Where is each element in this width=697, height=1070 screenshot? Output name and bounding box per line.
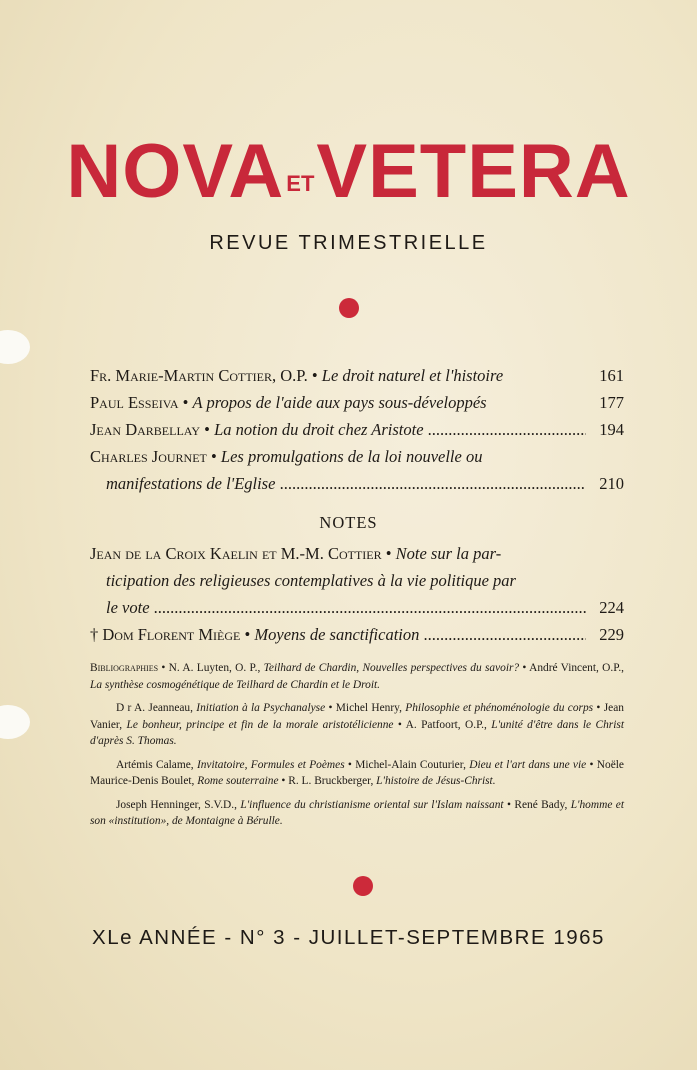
toc-author: Fr. Marie-Martin Cottier, O.P. — [90, 366, 308, 385]
biblio-paragraph: Joseph Henninger, S.V.D., L'influence du christianisme oriental sur l'Islam naissant • René Bady, L'homme et son «institution», de Montaigne à Bérulle. — [90, 798, 624, 827]
biblio-author: Artémis Calame, — [116, 758, 194, 771]
toc-entry: Paul Esseiva • A propos de l'aide aux pays sous-développés 177 — [90, 389, 624, 416]
biblio-author: André Vincent, O.P., — [529, 662, 625, 674]
biblio-title: Dieu et l'art dans une vie — [469, 758, 587, 771]
toc-page: 210 — [599, 474, 624, 493]
biblio-title: Le bonheur, principe et fin de la morale aristotélicienne — [126, 718, 394, 731]
title-vetera: VETERA — [316, 129, 631, 214]
table-of-contents — [90, 362, 624, 497]
note-author: Jean de la Croix Kaelin et M.-M. Cottier — [90, 544, 382, 563]
bibliographies-section — [90, 660, 624, 837]
biblio-author: Noële Maurice-Denis Boulet, — [90, 758, 624, 787]
biblio-title: L'unité d'être dans le Christ d'après S. Thomas. — [90, 718, 624, 747]
toc-title: La notion du droit chez Aristote — [214, 420, 424, 439]
biblio-label: Bibliographies — [90, 662, 159, 674]
biblio-title: Initiation à la Psychanalyse — [196, 702, 326, 714]
note-entry: † Dom Florent Miège • Moyens de sanctification ..... 229 — [90, 621, 624, 648]
red-dot-ornament — [339, 298, 359, 318]
toc-page: 194 — [599, 420, 624, 439]
punch-hole — [0, 705, 30, 739]
toc-entry: Fr. Marie-Martin Cottier, O.P. • Le droit naturel et l'histoire 161 — [90, 362, 624, 389]
red-dot-ornament — [353, 876, 373, 896]
biblio-paragraph: Bibliographies • N. A. Luyten, O. P., Teilhard de Chardin, Nouvelles perspectives du savoir? • André Vincent, O.P., La synthèse cosmogénétique de Teilhard de Chardin et le Droit. — [90, 662, 625, 691]
title-et: ET — [286, 171, 315, 196]
punch-hole — [0, 330, 30, 364]
notes-heading: NOTES — [319, 513, 378, 532]
toc-title: Les promulgations de la loi nouvelle ou — [220, 447, 483, 466]
note-title: le vote — [106, 598, 150, 617]
note-title: Moyens de sanctification — [254, 625, 420, 644]
toc-title: A propos de l'aide aux pays sous-développés — [192, 393, 487, 412]
toc-title: Le droit naturel et l'histoire — [321, 366, 504, 385]
toc-page: 177 — [599, 393, 624, 412]
note-entry-continued — [90, 567, 624, 594]
issue-info: XLe ANNÉE - N° 3 - JUILLET-SEPTEMBRE 1965 — [92, 926, 605, 949]
biblio-title: Rome souterraine — [197, 775, 279, 787]
toc-entry: Charles Journet • Les promulgations de la loi nouvelle ou — [90, 447, 483, 466]
toc-author: Paul Esseiva — [90, 393, 179, 412]
journal-title — [0, 128, 697, 215]
note-entry-continued — [90, 594, 624, 621]
title-nova: NOVA — [66, 129, 285, 214]
note-page: 229 — [599, 625, 624, 644]
biblio-title: Invitatoire, Formules et Poèmes — [196, 758, 345, 771]
biblio-author: Joseph Henninger, S.V.D., — [116, 798, 237, 811]
note-page: 224 — [599, 598, 624, 617]
biblio-author: N. A. Luyten, O. P., — [168, 662, 261, 674]
biblio-author: Jean Vanier, — [90, 702, 624, 731]
biblio-author: A. Patfoort, O.P., — [405, 718, 487, 731]
toc-author: Charles Journet — [90, 447, 207, 466]
biblio-author: D r A. Jeanneau, — [116, 702, 193, 714]
toc-entry: Jean Darbellay • La notion du droit chez Aristote ..... 194 — [90, 416, 624, 443]
biblio-title: L'histoire de Jésus-Christ. — [376, 775, 496, 787]
toc-author: Jean Darbellay — [90, 420, 201, 439]
note-title: Note sur la par- — [395, 544, 502, 563]
biblio-author: Michel-Alain Couturier, — [355, 758, 466, 771]
notes-list — [90, 540, 624, 648]
toc-entry-continued — [90, 470, 624, 497]
biblio-title: Philosophie et phénoménologie du corps — [405, 702, 594, 714]
biblio-title: La synthèse cosmogénétique de Teilhard de Chardin et le Droit. — [90, 678, 381, 691]
biblio-title: L'homme et son «institution», de Montaigne à Bérulle. — [90, 798, 624, 827]
journal-subtitle: REVUE TRIMESTRIELLE — [209, 232, 488, 254]
biblio-title: Teilhard de Chardin, Nouvelles perspectives du savoir? — [263, 662, 520, 674]
biblio-author: R. L. Bruckberger, — [288, 775, 374, 787]
biblio-title: L'influence du christianisme oriental sur l'Islam naissant — [240, 798, 504, 811]
note-title: ticipation des religieuses contemplatives à la vie politique par — [106, 571, 516, 590]
biblio-author: Michel Henry, — [335, 702, 402, 714]
note-entry: Jean de la Croix Kaelin et M.-M. Cottier • Note sur la par- — [90, 544, 502, 563]
biblio-paragraph: Artémis Calame, Invitatoire, Formules et Poèmes • Michel-Alain Couturier, Dieu et l'art dans une vie • Noële Maurice-Denis Boulet, Rome souterraine • R. L. Bruckberger, L'histoire de Jésus-Christ. — [90, 758, 624, 787]
note-author: † Dom Florent Miège — [90, 625, 241, 644]
toc-page: 161 — [599, 366, 624, 385]
biblio-paragraph: D r A. Jeanneau, Initiation à la Psychanalyse • Michel Henry, Philosophie et phénoménologie du corps • Jean Vanier, Le bonheur, principe et fin de la morale aristotélicienne • A. Patfoort, O.P., L'unité d'être dans le Christ d'après S. Thomas. — [90, 702, 624, 747]
toc-title: manifestations de l'Eglise — [106, 474, 276, 493]
biblio-author: René Bady, — [514, 798, 568, 811]
